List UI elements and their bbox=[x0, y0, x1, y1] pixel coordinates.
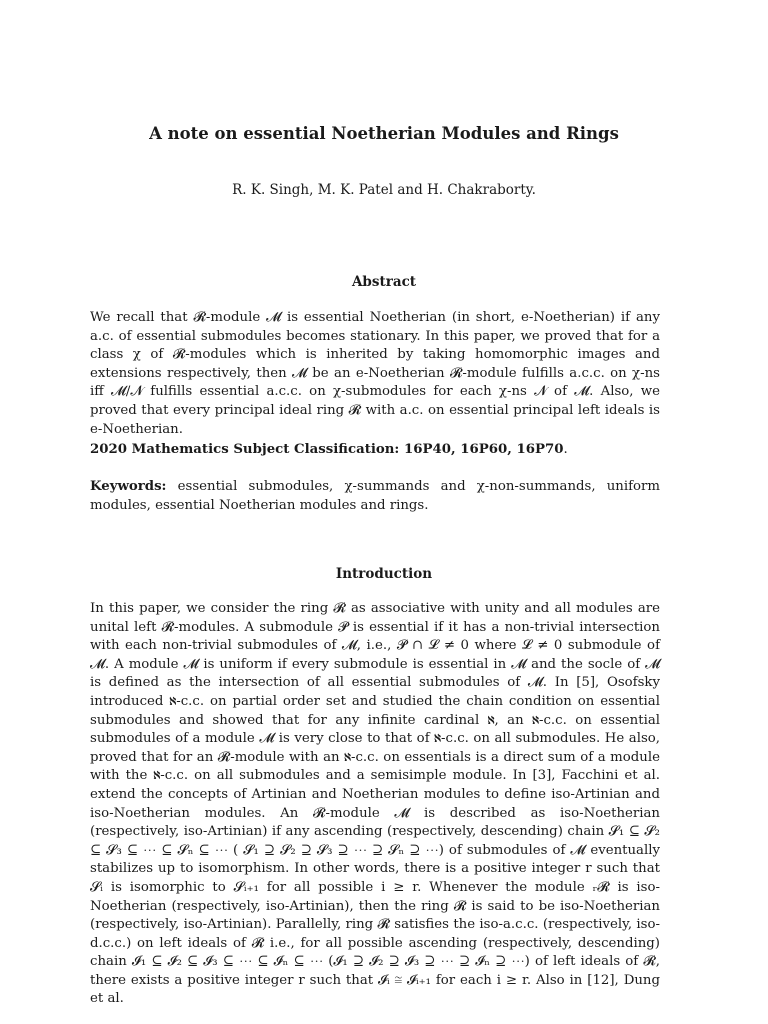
abstract-heading: Abstract bbox=[351, 274, 417, 290]
paper-title: A note on essential Noetherian Modules and Rings bbox=[149, 124, 619, 143]
keywords-line bbox=[90, 478, 660, 515]
keywords-text: essential submodules, χ-summands and χ-non-summands, uniform modules, essential Noetherian modules and rings. bbox=[90, 479, 661, 513]
introduction-heading: Introduction bbox=[335, 566, 433, 582]
keywords-label: Keywords: bbox=[90, 479, 167, 494]
introduction-text: In this paper, we consider the ring 𝓡 as associative with unity and all modules are unital left 𝓡-modules. A submodule 𝓟 is essential if it has a non-trivial intersection with each non-trivial submodules of 𝓜, i.e., 𝓟 ∩ 𝓛 ≠ 0 where 𝓛 ≠ 0 submodule of 𝓜. A module 𝓜 is uniform if every submodule is essential in 𝓜 and the socle of 𝓜 is defined as the intersection of all essential submodules of 𝓜. In [5], Osofsky introduced ℵ-c.c. on partial order set and studied the chain condition on essential submodules and showed that for any infinite cardinal ℵ, an ℵ-c.c. on essential submodules of a module 𝓜 is very close to that of ℵ-c.c. on all submodules. He also, proved that for an 𝓡-module with an ℵ-c.c. on essentials is a direct sum of a module with the ℵ-c.c. on all submodules and a semisimple module. In [3], Facchini et al. extend the concepts of Artinian and Noetherian modules to define iso-Artinian and iso-Noetherian modules. An 𝓡-module 𝓜 is described as iso-Noetherian (respectively, iso-Artinian) if any ascending (respectively, descending) chain 𝓢₁ ⊆ 𝓢₂ ⊆ 𝓢₃ ⊆ ⋯ ⊆ 𝓢ₙ ⊆ ⋯ ( 𝓢₁ ⊇ 𝓢₂ ⊇ 𝓢₃ ⊇ ⋯ ⊇ 𝓢ₙ ⊇ ⋯) of submodules of 𝓜 eventually stabilizes up to isomorphism. In other words, there is a positive integer r such that 𝓢ᵢ is isomorphic to 𝓢ᵢ₊₁ for all possible i ≥ r. Whenever the module ᵣ𝓡 is iso-Noetherian (respectively, iso-Artinian), then the ring 𝓡 is said to be iso-Noetherian (respectively, iso-Artinian). Parallelly, ring 𝓡 satisfies the iso-a.c.c. (respectively, iso-d.c.c.) on left ideals of 𝓡 i.e., for all possible ascending (respectively, descending) chain 𝓘₁ ⊆ 𝓘₂ ⊆ 𝓘₃ ⊆ ⋯ ⊆ 𝓘ₙ ⊆ ⋯ (𝓘₁ ⊇ 𝓘₂ ⊇ 𝓘₃ ⊇ ⋯ ⊇ 𝓘ₙ ⊇ ⋯) of left ideals of 𝓡, there exists a positive integer r such that 𝓘ᵢ ≅ 𝓘ᵢ₊₁ for each i ≥ r. Also in [12], Dung et al. bbox=[90, 601, 660, 1007]
paper-authors: R. K. Singh, M. K. Patel and H. Chakraborty. bbox=[232, 182, 536, 198]
msc-line bbox=[90, 441, 660, 460]
abstract-text: We recall that 𝓡-module 𝓜 is essential Noetherian (in short, e-Noetherian) if any a.c. of essential submodules becomes stationary. In this paper, we proved that for a class χ of 𝓡-modules which is inherited by taking homomorphic images and extensions respectively, then 𝓜 be an e-Noetherian 𝓡-module fulfills a.c.c. on χ-ns iff 𝓜/𝓝 fulfills essential a.c.c. on χ-submodules for each χ-ns 𝓝 of 𝓜. Also, we proved that every principal ideal ring 𝓡 with a.c. on essential principal left ideals is e-Noetherian. bbox=[90, 310, 660, 437]
msc-text: 2020 Mathematics Subject Classification: 16P40, 16P60, 16P70 bbox=[90, 442, 564, 457]
msc-end: . bbox=[563, 442, 568, 457]
